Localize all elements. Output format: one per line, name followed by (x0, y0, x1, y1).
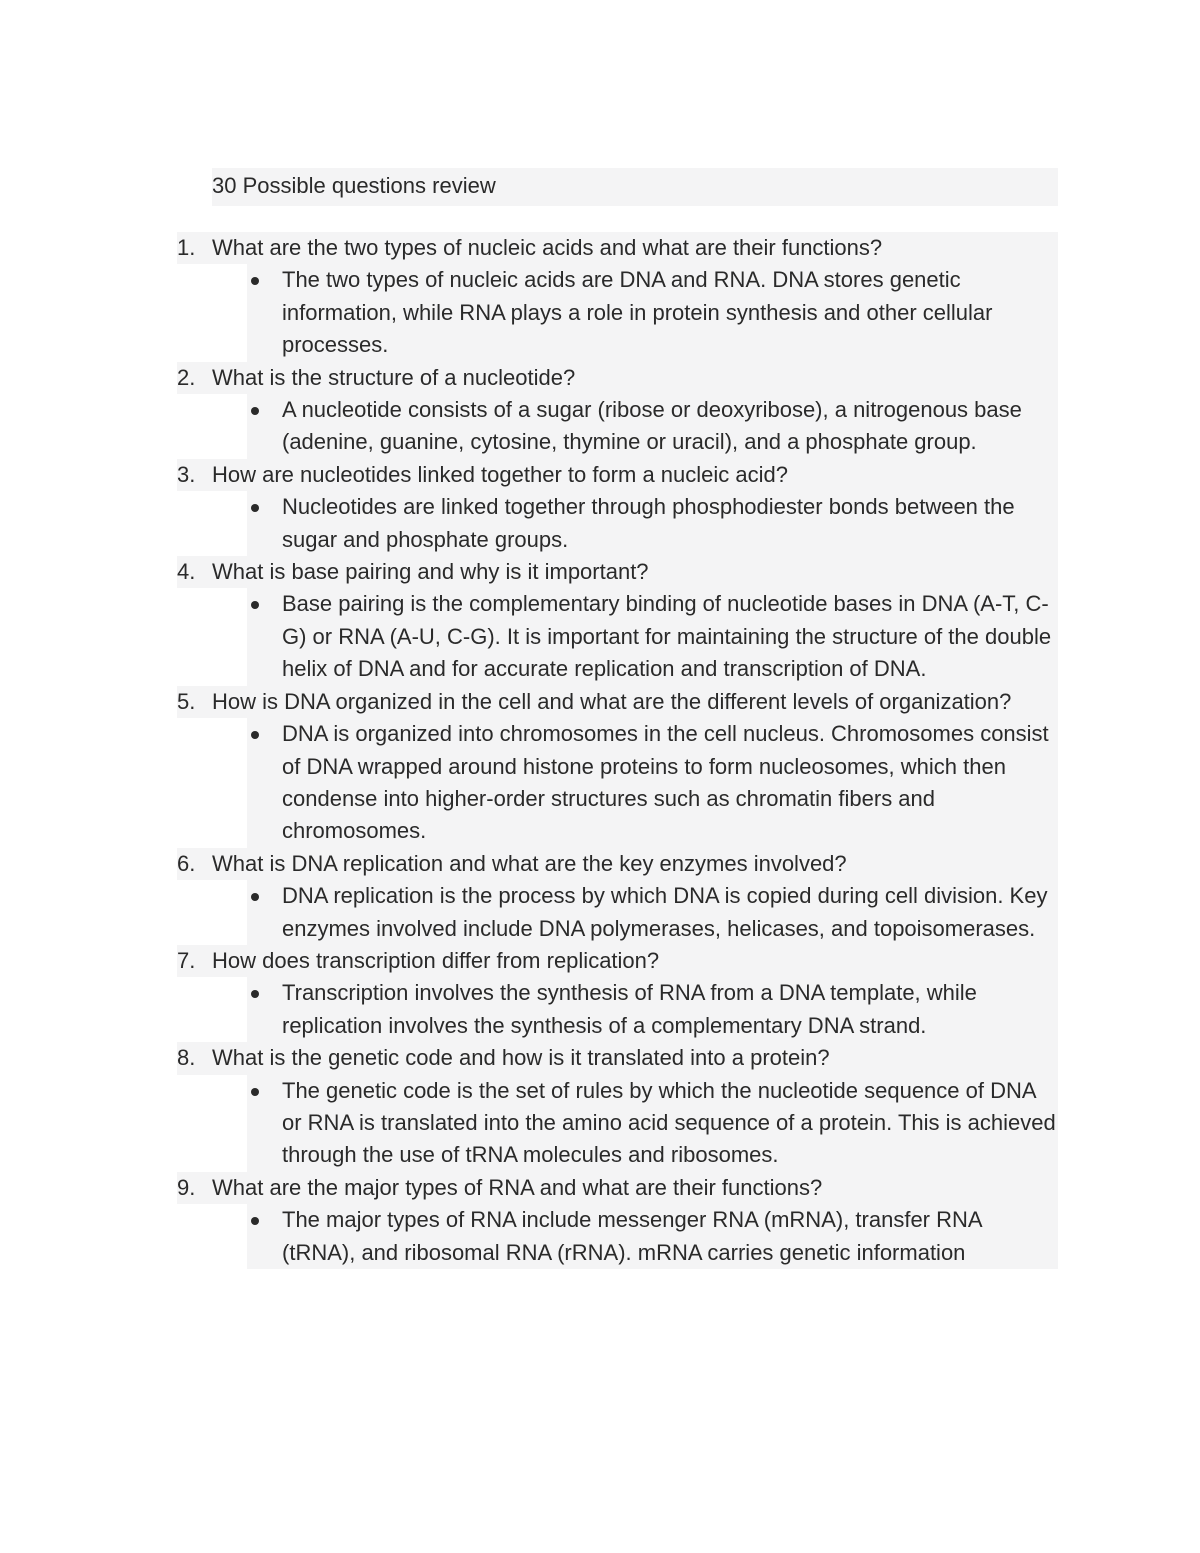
question-text: How is DNA organized in the cell and what are the different levels of organization? (212, 688, 1012, 714)
answer-text: The genetic code is the set of rules by which the nucleotide sequence of DNA or RNA is translated into the amino acid sequence of a protein. This is achieved through the use of tRNA molecules and ribosomes. (282, 1077, 1056, 1168)
answer-item (247, 588, 1058, 685)
question-number: 9. (177, 1174, 196, 1200)
question-list (0, 232, 1200, 1269)
question-number: 6. (177, 850, 196, 876)
question-number: 4. (177, 559, 196, 585)
bullet-icon (251, 277, 259, 285)
question-text: What is DNA replication and what are the key enzymes involved? (212, 850, 847, 876)
question-text: What is base pairing and why is it important? (212, 559, 649, 585)
bullet-icon (251, 893, 259, 901)
question-item (177, 362, 1058, 394)
bullet-icon (251, 407, 259, 415)
question-item (177, 556, 1058, 588)
question-number: 8. (177, 1045, 196, 1071)
bullet-icon (251, 601, 259, 609)
answer-item (247, 264, 1058, 361)
question-number: 1. (177, 235, 196, 260)
answer-text: A nucleotide consists of a sugar (ribose or deoxyribose), a nitrogenous base (adenine, guanine, cytosine, thymine or uracil), and a phosphate group. (282, 397, 1022, 455)
question-text: How does transcription differ from replication? (212, 947, 660, 973)
answer-text: The major types of RNA include messenger RNA (mRNA), transfer RNA (tRNA), and ribosomal RNA (rRNA). mRNA carries genetic information (282, 1207, 982, 1265)
answer-item (247, 977, 1058, 1042)
answer-text: DNA replication is the process by which DNA is copied during cell division. Key enzymes involved include DNA polymerases, helicases, and topoisomerases. (282, 883, 1048, 941)
page-title: 30 Possible questions review (212, 173, 496, 198)
question-number: 7. (177, 947, 196, 973)
answer-item (247, 1075, 1058, 1172)
answer-item (247, 880, 1058, 945)
answer-item (247, 491, 1058, 556)
answer-item (247, 1204, 1058, 1269)
bullet-icon (251, 1088, 259, 1096)
answer-text: The two types of nucleic acids are DNA and RNA. DNA stores genetic information, while RNA plays a role in protein synthesis and other cellular processes. (282, 267, 993, 358)
question-text: What are the major types of RNA and what are their functions? (212, 1174, 823, 1200)
question-text: How are nucleotides linked together to form a nucleic acid? (212, 461, 788, 487)
question-number: 5. (177, 688, 196, 714)
question-number: 2. (177, 364, 196, 390)
question-number: 3. (177, 461, 196, 487)
question-text: What is the structure of a nucleotide? (212, 364, 576, 390)
question-item (177, 945, 1058, 977)
answer-item (247, 394, 1058, 459)
question-item (177, 1042, 1058, 1074)
bullet-icon (251, 990, 259, 998)
question-item (177, 1172, 1058, 1204)
bullet-icon (251, 731, 259, 739)
answer-text: Nucleotides are linked together through phosphodiester bonds between the sugar and phosphate groups. (282, 494, 1015, 552)
question-item (177, 686, 1058, 718)
question-text: What is the genetic code and how is it translated into a protein? (212, 1045, 830, 1071)
question-item (177, 459, 1058, 491)
answer-text: Transcription involves the synthesis of RNA from a DNA template, while replication involves the synthesis of a complementary DNA strand. (282, 980, 977, 1038)
answer-item (247, 718, 1058, 848)
bullet-icon (251, 504, 259, 512)
question-text: What are the two types of nucleic acids and what are their functions? (212, 235, 883, 260)
bullet-icon (251, 1217, 259, 1225)
answer-text: Base pairing is the complementary binding of nucleotide bases in DNA (A-T, C-G) or RNA (A-U, C-G). It is important for maintaining the structure of the double helix of DNA and for accurate replication and transcription of DNA. (282, 591, 1052, 682)
question-item (177, 232, 1058, 264)
answer-text: DNA is organized into chromosomes in the cell nucleus. Chromosomes consist of DNA wrapped around histone proteins to form nucleosomes, which then condense into higher-order structures such as chromatin fibers and chromosomes. (282, 721, 1049, 844)
question-item (177, 848, 1058, 880)
